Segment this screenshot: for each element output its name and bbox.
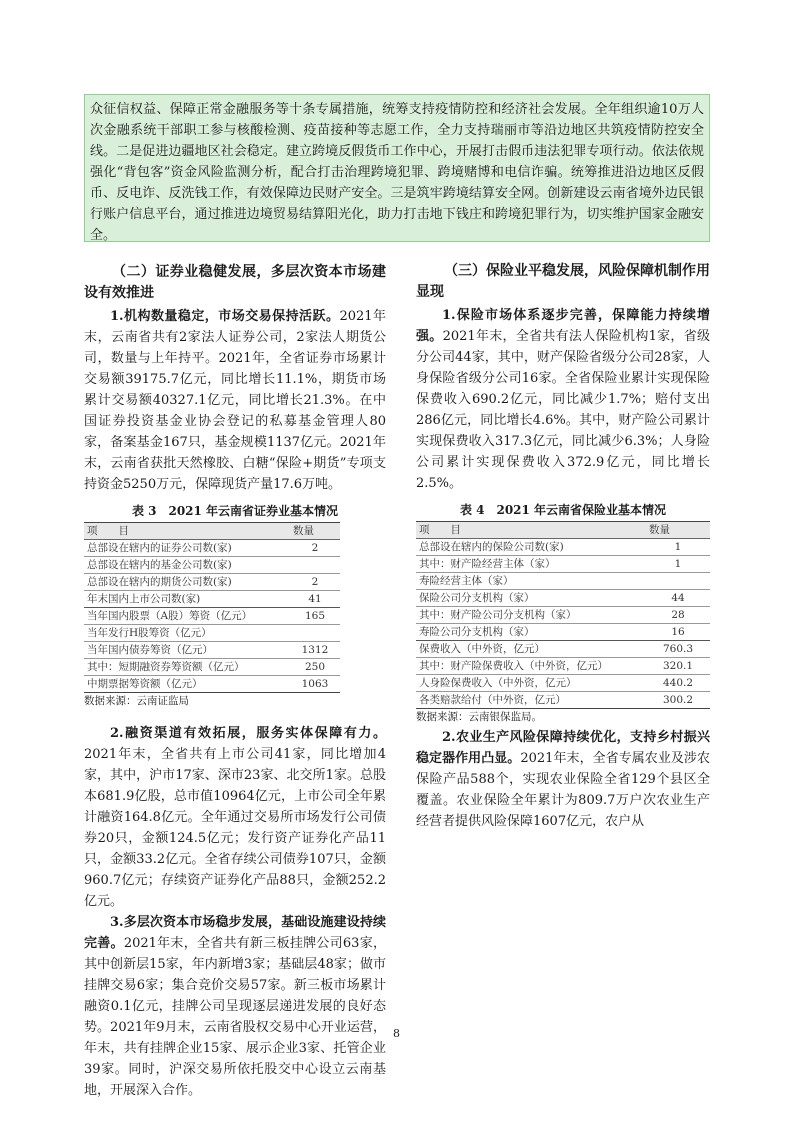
table-cell-value: 1312 xyxy=(290,642,340,659)
section3-p1-text: 2021年末，全省共有法人保险机构1家，省级分公司44家，其中，财产保险省级分公司28家，人身保险省级分公司16家。全省保险业累计实现保险保费收入690.2亿元，同比减少1.7%；赔付支出286亿元，同比增长4.6%。其中，财产险公司累计实现保费收入317.3亿元，同比减少6.3%；人身险公司累计实现保费收入372.9亿元，同比增长2.5%。 xyxy=(416,329,710,491)
table-cell-value: 440.2 xyxy=(646,675,710,692)
table-cell-label: 其中：财产险经营主体（家） xyxy=(416,556,646,573)
section2-p1-text: 2021年末，云南省共有2家法人证券公司，2家法人期货公司，数量与上年持平。2021年，全省证券市场累计交易额39175.7亿元，同比增长11.1%，期货市场累计交易额40327.1亿元，同比增长21.3%。在中国证券投资基金业协会登记的私募基金管理人80家，备案基金167只，基金规模1137亿元。2021年末，云南省获批天然橡胶、白糖“保险+期货”专项支持资金5250万元，保障现货产量17.6万吨。 xyxy=(84,309,386,492)
table4 xyxy=(416,521,710,709)
table-cell-label: 总部设在辖内的证券公司数(家) xyxy=(84,540,290,557)
table-cell-label: 当年发行H股筹资（亿元） xyxy=(84,625,290,642)
section2-paragraph-2 xyxy=(84,723,386,912)
table-cell-value xyxy=(290,625,340,642)
table-row xyxy=(416,539,710,556)
table-cell-label: 其中：财产险公司分支机构（家） xyxy=(416,607,646,624)
table-cell-value: 165 xyxy=(290,608,340,625)
table-cell-label: 中期票据筹资额（亿元） xyxy=(84,676,290,693)
table4-header-item: 项 目 xyxy=(416,522,646,539)
section2-heading: （二）证券业稳健发展，多层次资本市场建设有效推进 xyxy=(84,264,386,301)
page-number: 8 xyxy=(393,1027,400,1040)
table-cell-label: 当年国内股票（A股）筹资（亿元） xyxy=(84,608,290,625)
table-cell-label: 保险公司分支机构（家） xyxy=(416,590,646,607)
highlight-box xyxy=(84,94,710,242)
table-cell-value: 1063 xyxy=(290,676,340,693)
table-cell-label: 其中：财产险保费收入（中外资，亿元） xyxy=(416,658,646,675)
table-cell-value: 28 xyxy=(646,607,710,624)
section3-paragraph-2 xyxy=(416,727,710,832)
table4-header-count: 数量 xyxy=(646,522,710,539)
table-cell-label: 人身险保费收入（中外资，亿元） xyxy=(416,675,646,692)
section2-p3-lead: 3.多层次资本市场稳步发展，基础设施建设持续完善。 xyxy=(84,915,386,951)
table-row xyxy=(84,608,340,625)
highlight-box-text: 众征信权益、保障正常金融服务等十条专属措施，统筹支持疫情防控和经济社会发展。全年组织逾10万人次金融系统干部职工参与核酸检测、疫苗接种等志愿工作，全力支持瑞丽市等沿边地区共筑疫情防控安全线。二是促进边疆地区社会稳定。建立跨境反假货币工作中心，开展打击假币违法犯罪专项行动。依法依规强化“背包客”资金风险监测分析，配合打击治理跨境犯罪、跨境赌博和电信诈骗。统筹推进沿边地区反假币、反电诈、反洗钱工作，有效保障边民财产安全。三是筑牢跨境结算安全网。创新建设云南省境外边民银行账户信息平台，通过推进边境贸易结算阳光化，助力打击地下钱庄和跨境犯罪行为，切实维护国家金融安全。 xyxy=(90,102,704,243)
table-cell-label: 寿险公司分支机构（家） xyxy=(416,624,646,641)
table-cell-label: 保费收入（中外资，亿元） xyxy=(416,641,646,658)
table-row xyxy=(416,658,710,675)
table4-source: 数据来源：云南银保监局。 xyxy=(416,711,542,723)
table-row xyxy=(416,675,710,692)
section2-p2-lead: 2.融资渠道有效拓展，服务实体保障有力。 xyxy=(110,726,386,741)
left-column xyxy=(84,262,386,1101)
section2-p3-text: 2021年末，全省共有新三板挂牌公司63家，其中创新层15家，年内新增3家；基础层48家；做市挂牌交易6家；集合竞价交易57家。新三板市场累计融资0.1亿元，挂牌公司呈现逐层递进发展的良好态势。2021年9月末，云南省股权交易中心开业运营，年末，共有挂牌企业15家、展示企业3家、托管企业39家。同时，沪深交易所依托股交中心设立云南基地，开展深入合作。 xyxy=(84,936,386,1098)
table-cell-value: 41 xyxy=(290,591,340,608)
table3 xyxy=(84,522,340,693)
section3-p2-lead: 2.农业生产风险保障持续优化，支持乡村振兴稳定器作用凸显。 xyxy=(416,730,710,766)
table-cell-label: 总部设在辖内的期货公司数(家) xyxy=(84,574,290,591)
table-cell-label: 寿险经营主体（家） xyxy=(416,573,646,590)
table3-header-count: 数量 xyxy=(290,523,340,540)
table-cell-label: 当年国内债券筹资（亿元） xyxy=(84,642,290,659)
table-row xyxy=(416,607,710,624)
section2-p2-text: 2021年末，全省共有上市公司41家，同比增加4家，其中，沪市17家、深市23家、北交所1家。总股本681.9亿股，总市值10964亿元，上市公司全年累计融资164.8亿元。全年通过交易所市场发行公司债券20只，金额124.5亿元；发行资产证券化产品11只，金额33.2亿元。全省存续公司债券107只，金额960.7亿元；存续资产证券化产品88只，金额252.2亿元。 xyxy=(84,747,386,909)
table-row xyxy=(416,556,710,573)
right-column xyxy=(416,255,710,832)
section3-paragraph-1 xyxy=(416,305,710,494)
table3-source: 数据来源：云南证监局 xyxy=(84,695,189,707)
table-cell-value: 2 xyxy=(290,540,340,557)
section3-p1-lead: 1.保险市场体系逐步完善，保障能力持续增强。 xyxy=(416,308,710,344)
table-cell-value: 300.2 xyxy=(646,692,710,709)
table3-header-item: 项 目 xyxy=(84,523,290,540)
table-cell-value: 250 xyxy=(290,659,340,676)
section2-paragraph-3 xyxy=(84,912,386,1101)
table-row xyxy=(416,624,710,641)
section3-heading: （三）保险业平稳发展，风险保障机制作用显现 xyxy=(416,263,710,300)
table-cell-label: 年末国内上市公司数(家) xyxy=(84,591,290,608)
table-row xyxy=(416,692,710,709)
table-row xyxy=(416,590,710,607)
table-cell-label: 各类赔款给付（中外资，亿元） xyxy=(416,692,646,709)
table-row xyxy=(84,591,340,608)
table-row xyxy=(84,574,340,591)
table-row xyxy=(84,557,340,574)
table4-header-row xyxy=(416,522,710,539)
table-row xyxy=(84,676,340,693)
table-cell-value: 1 xyxy=(646,556,710,573)
table4-caption: 表 4 2021 年云南省保险业基本情况 xyxy=(459,503,667,517)
table-row xyxy=(416,641,710,658)
table-cell-label: 总部设在辖内的基金公司数(家) xyxy=(84,557,290,574)
table-cell-value: 16 xyxy=(646,624,710,641)
table-cell-value: 44 xyxy=(646,590,710,607)
table-cell-value: 1 xyxy=(646,539,710,556)
table-row xyxy=(84,659,340,676)
table-row xyxy=(84,625,340,642)
table3-header-row xyxy=(84,523,340,540)
section3-p2-text: 2021年末，全省专属农业及涉农保险产品588个，实现农业保险全省129个县区全覆盖。农业保险全年累计为809.7万户次农业生产经营者提供风险保障1607亿元，农户从 xyxy=(416,751,710,829)
section2-p1-lead: 1.机构数量稳定，市场交易保持活跃。 xyxy=(110,309,340,324)
table-row xyxy=(416,573,710,590)
table3-caption: 表 3 2021 年云南省证券业基本情况 xyxy=(131,504,339,518)
table-row xyxy=(84,642,340,659)
table-cell-value: 760.3 xyxy=(646,641,710,658)
section2-paragraph-1 xyxy=(84,306,386,495)
table-cell-label: 其中：短期融资券筹资额（亿元） xyxy=(84,659,290,676)
table-cell-value xyxy=(290,557,340,574)
table-row xyxy=(84,540,340,557)
table-cell-label: 总部设在辖内的保险公司数(家) xyxy=(416,539,646,556)
table-cell-value: 320.1 xyxy=(646,658,710,675)
table-cell-value xyxy=(646,573,710,590)
table-cell-value: 2 xyxy=(290,574,340,591)
